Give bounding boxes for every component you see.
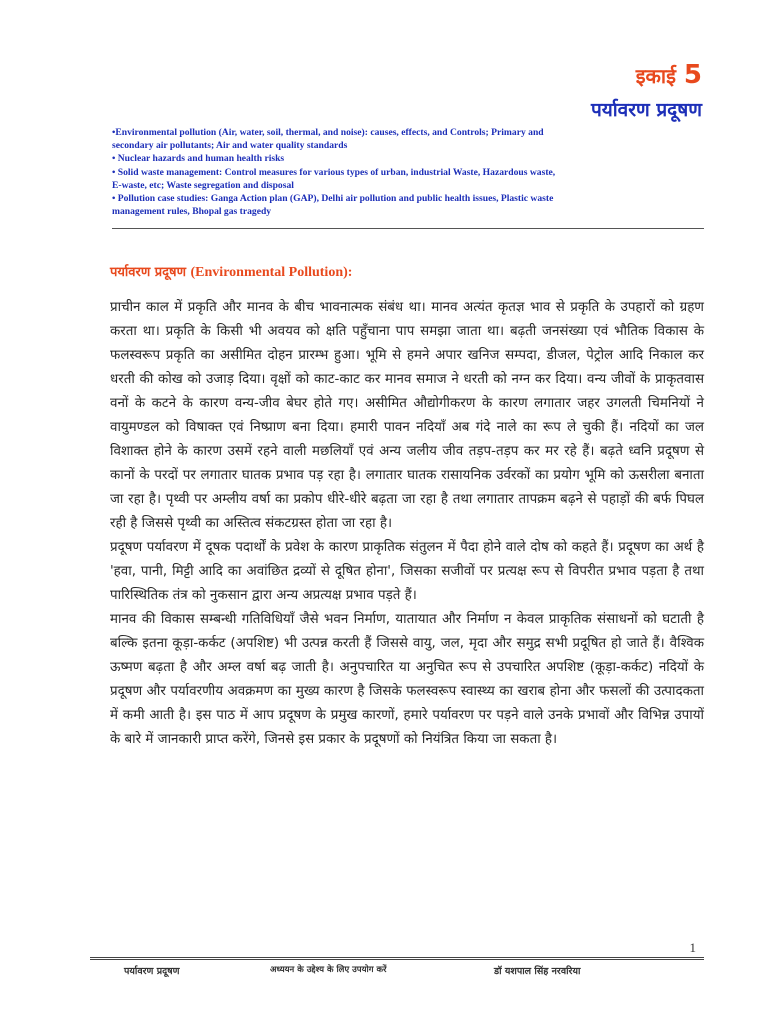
footer-title: पर्यावरण प्रदूषण: [124, 966, 180, 977]
syllabus-item: •Environmental pollution (Air, water, soil, thermal, and noise): causes, effects, and Controls; Primary and secondary air pollutants; Air and water quality standards: [112, 127, 544, 152]
body-text: [110, 296, 704, 752]
unit-header: [636, 60, 702, 90]
unit-label: इकाई: [635, 64, 676, 88]
body-paragraph: प्राचीन काल में प्रकृति और मानव के बीच भावनात्मक संबंध था। मानव अत्यंत कृतज्ञ भाव से प्रकृति के उपहारों को ग्रहण करता था। प्रकृति के किसी भी अवयव को क्षति पहुँचाना पाप समझा जाता था। बढ़ती जनसंख्या एवं भौतिक विकास के फलस्वरूप प्रकृति का असीमित दोहन प्रारम्भ हुआ। भूमि से हमने अपार खनिज सम्पदा, डीजल, पेट्रोल आदि निकाल कर धरती की कोख को उजाड़ दिया। वृक्षों को काट-काट कर मानव समाज ने धरती को नग्न कर दिया। वन्य जीवों के प्राकृतवास वनों के कटने के कारण वन्य-जीव बेघर होते गए। असीमित औद्योगीकरण के कारण लगातार जहर उगलती चिमनियों ने वायुमण्डल को विषाक्त एवं निष्प्राण बना दिया। हमारी पावन नदियाँ अब गंदे नाले का रूप ले चुकी हैं। नदियों का जल विशाक्त होने के कारण उसमें रहने वाली मछलियाँ एवं अन्य जलीय जीव तड़प-तड़प कर मर रहे हैं। बढ़ते ध्वनि प्रदूषण से कानों के परदों पर लगातार घातक प्रभाव पड़ रहा है। लगातार घातक रासायनिक उर्वरकों का प्रयोग भूमि को ऊसरीला बनाता जा रहा है। पृथ्वी पर अम्लीय वर्षा का प्रकोप धीरे-धीरे बढ़ता जा रहा है तथा लगातार तापक्रम बढ़ने से पहाड़ों की बर्फ पिघल रही है जिससे पृथ्वी का अस्तित्व संकटग्रस्त होता जा रहा है।: [110, 300, 704, 531]
page-number: 1: [689, 940, 696, 955]
body-paragraph: प्रदूषण पर्यावरण में दूषक पदार्थों के प्रवेश के कारण प्राकृतिक संतुलन में पैदा होने वाले दोष को कहते हैं। प्रदूषण का अर्थ है 'हवा, पानी, मिट्टी आदि का अवांछित द्रव्यों से दूषित होना', जिसका सजीवों पर प्रत्यक्ष रूप से विपरीत प्रभाव पड़ता है तथा पारिस्थितिक तंत्र को नुकसान द्वारा अन्य अप्रत्यक्ष प्रभाव पड़ते हैं।: [110, 540, 704, 603]
syllabus-item: • Pollution case studies: Ganga Action plan (GAP), Delhi air pollution and public health issues, Plastic waste management rules, Bhopal gas tragedy: [112, 193, 554, 218]
section-heading: [110, 262, 352, 281]
unit-number: 5: [683, 60, 702, 90]
body-paragraph: मानव की विकास सम्बन्धी गतिविधियाँ जैसे भवन निर्माण, यातायात और निर्माण न केवल प्राकृतिक संसाधनों को घटाती है बल्कि इतना कूड़ा-कर्कट (अपशिष्ट) भी उत्पन्न करती हैं जिससे वायु, जल, मृदा और समुद्र सभी प्रदूषित हो जाते हैं। वैश्विक ऊष्मण बढ़ता है और अम्ल वर्षा बढ़ जाती है। अनुपचारित या अनुचित रूप से उपचारित अपशिष्ट (कूड़ा-कर्कट) नदियों के प्रदूषण और पर्यावरणीय अवक्रमण का मुख्य कारण है जिसके फलस्वरूप स्वास्थ्य का खराब होना और फसलों की उत्पादकता में कमी आती है। इस पाठ में आप प्रदूषण के प्रमुख कारणों, हमारे पर्यावरण पर पड़ने वाले उनके प्रभावों और विभिन्न उपायों के बारे में जानकारी प्राप्त करेंगे, जिनसे इस प्रकार के प्रदूषणों को नियंत्रित किया जा सकता है।: [110, 612, 704, 747]
syllabus-item: • Solid waste management: Control measures for various types of urban, industrial Waste, Hazardous waste, E-waste, etc; Waste segregation and disposal: [112, 166, 556, 191]
section-heading-hindi: पर्यावरण प्रदूषण: [110, 265, 186, 280]
chapter-title: पर्यावरण प्रदूषण: [590, 99, 702, 121]
footer-author: डॉ यशपाल सिंह नरवरिया: [494, 966, 581, 977]
syllabus-list: [112, 126, 562, 218]
section-divider: [112, 228, 704, 229]
section-heading-english: (Environmental Pollution):: [190, 265, 353, 280]
syllabus-item: • Nuclear hazards and human health risks: [112, 153, 285, 165]
footer-note: अध्ययन के उद्देश्य के लिए उपयोग करें: [270, 965, 387, 975]
page-footer: [90, 957, 704, 982]
